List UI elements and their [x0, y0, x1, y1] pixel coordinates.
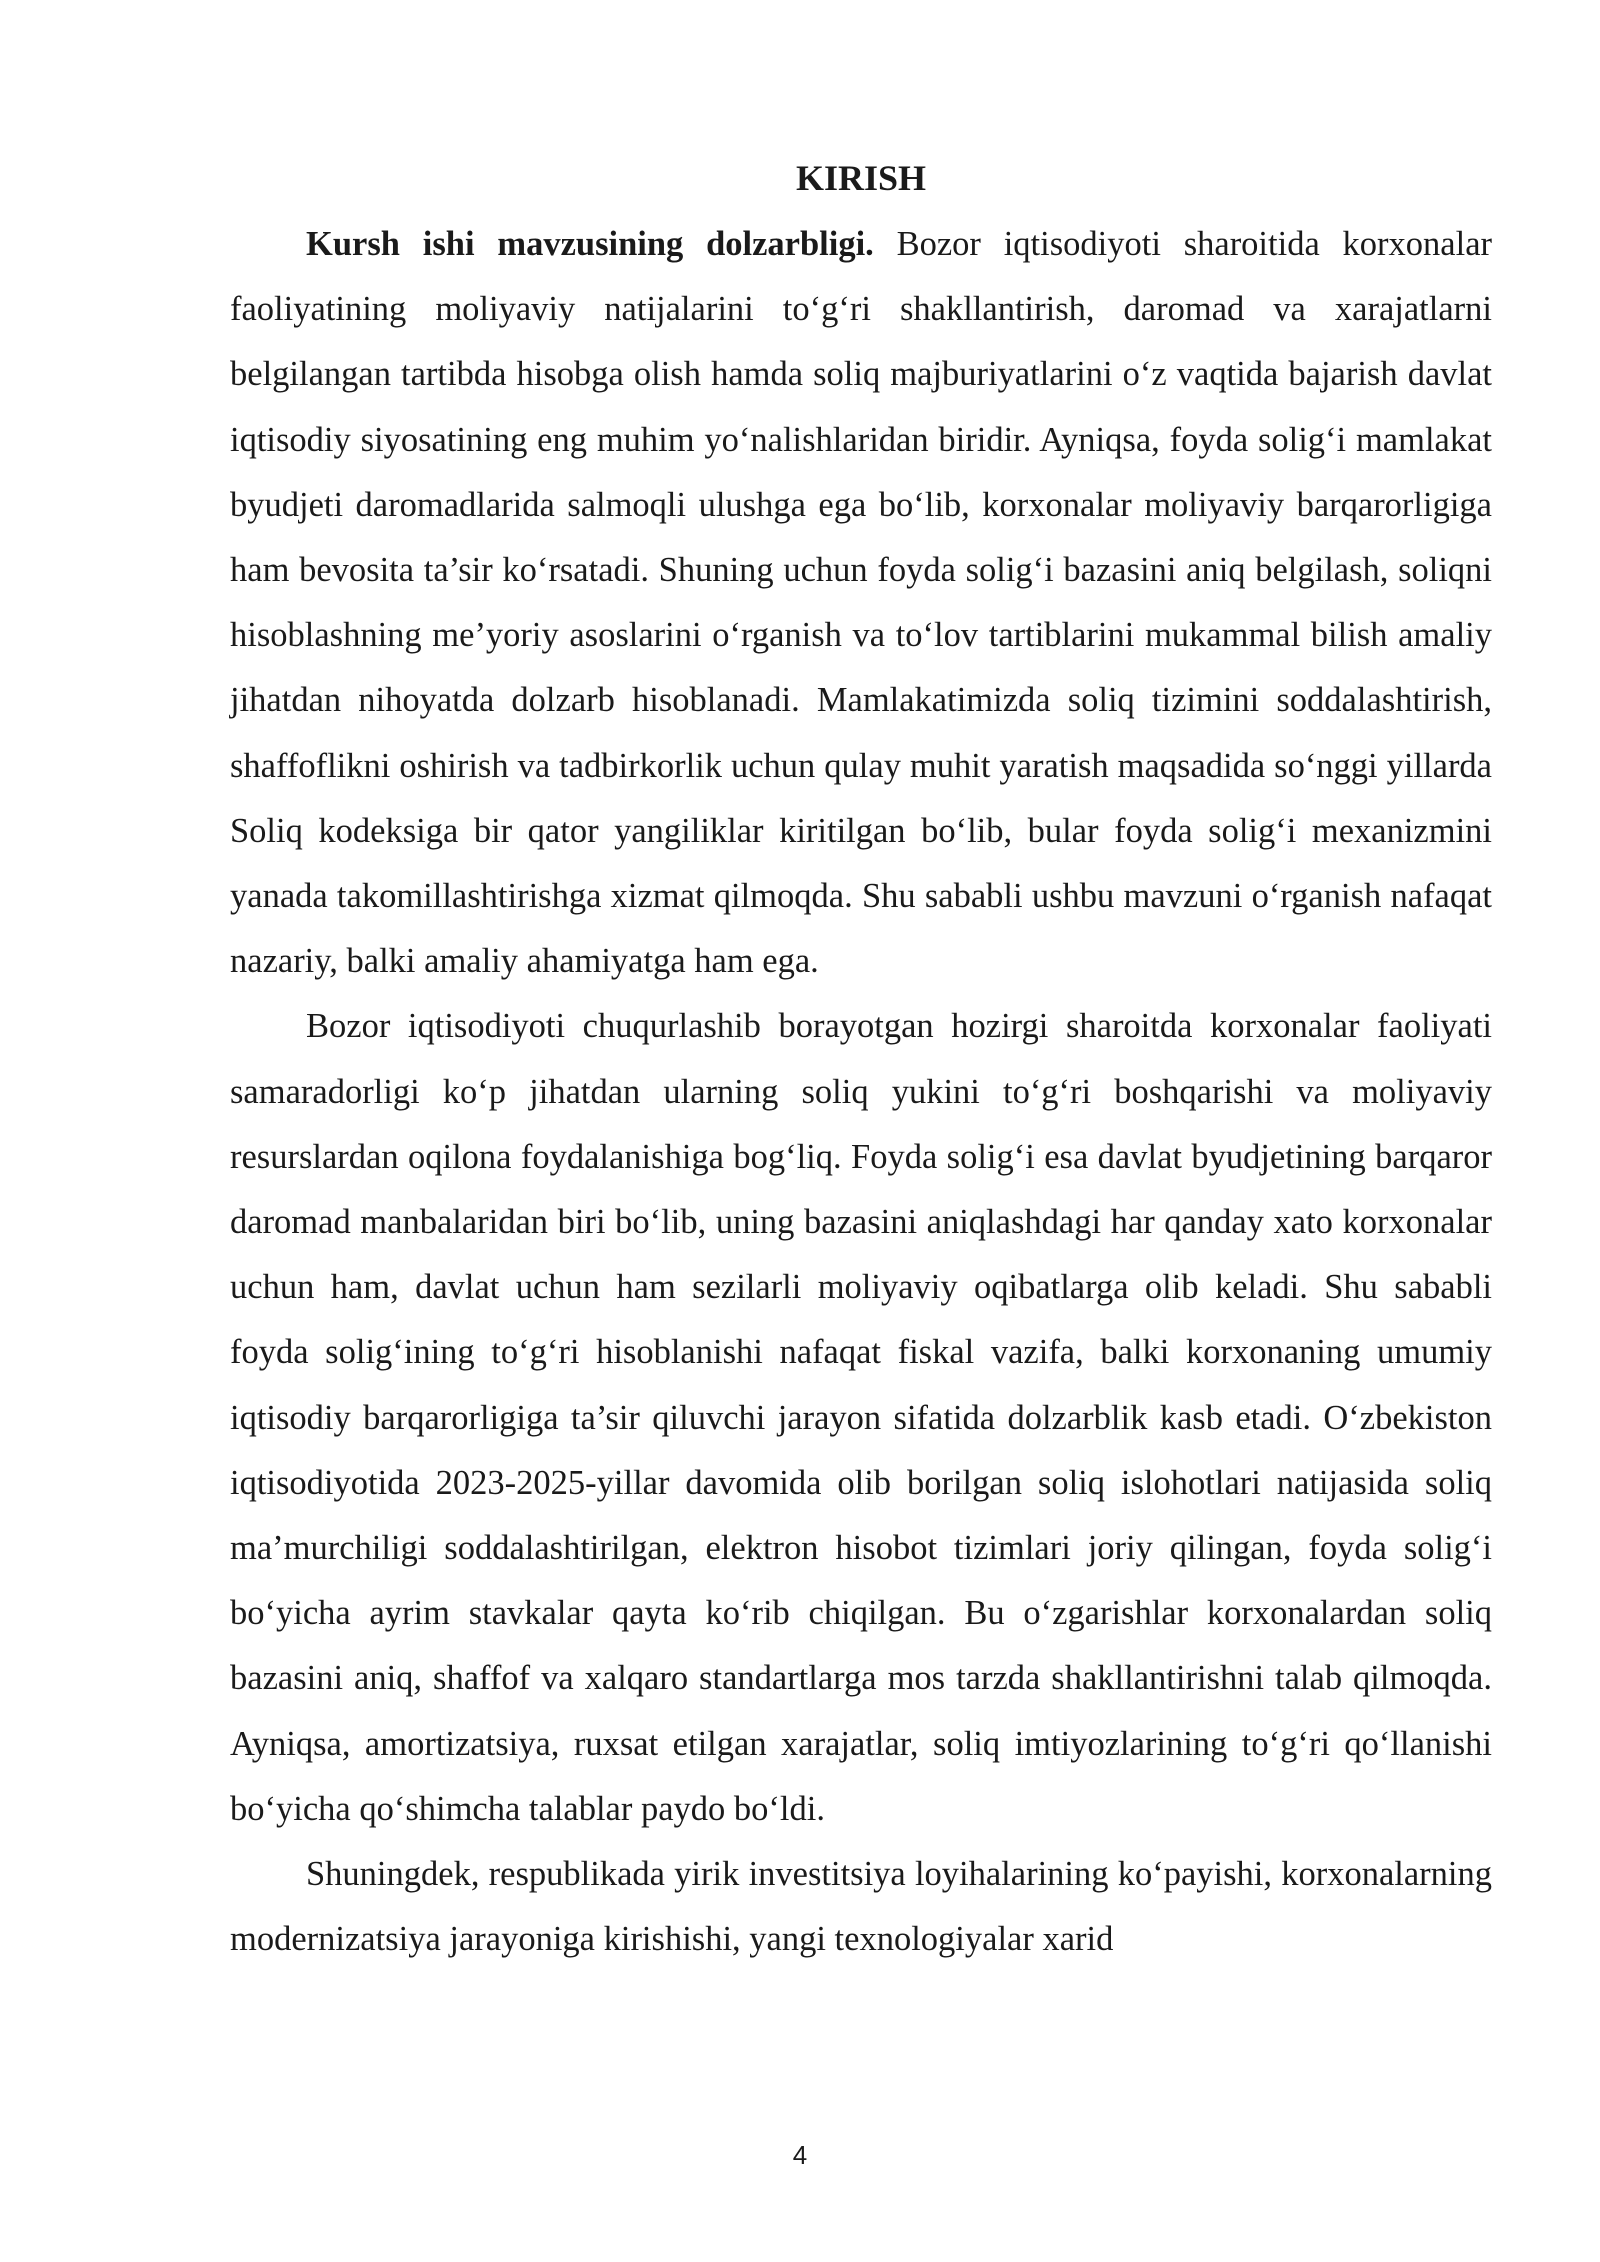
page-content: [230, 148, 1492, 1972]
paragraph-text: Bozor iqtisodiyoti sharoitida korxonalar faoliyatining moliyaviy natijalarini to‘g‘ri shakllantirish, daromad va xarajatlarni belgilangan tartibda hisobga olish hamda soliq majburiyatlarini o‘z vaqtida bajarish davlat iqtisodiy siyosatining eng muhim yo‘nalishlaridan biridir. Ayniqsa, foyda solig‘i mamlakat byudjeti daromadlarida salmoqli ulushga ega bo‘lib, korxonalar moliyaviy barqarorligiga ham bevosita ta’sir ko‘rsatadi. Shuning uchun foyda solig‘i bazasini aniq belgilash, soliqni hisoblashning me’yoriy asoslarini o‘rganish va to‘lov tartiblarini mukammal bilish amaliy jihatdan nihoyatda dolzarb hisoblanadi. Mamlakatimizda soliq tizimini soddalashtirish, shaffoflikni oshirish va tadbirkorlik uchun qulay muhit yaratish maqsadida so‘nggi yillarda Soliq kodeksiga bir qator yangiliklar kiritilgan bo‘lib, bular foyda solig‘i mexanizmini yanada takomillashtirishga xizmat qilmoqda. Shu sababli ushbu mavzuni o‘rganish nafaqat nazariy, balki amaliy ahamiyatga ham ega.: [230, 225, 1492, 981]
paragraph-relevance: [230, 212, 1492, 994]
paragraph-lead: Kursh ishi mavzusining dolzarbligi.: [306, 225, 874, 263]
section-heading: KIRISH: [795, 158, 927, 198]
paragraph-market-economy: Bozor iqtisodiyoti chuqurlashib borayotgan hozirgi sharoitda korxonalar faoliyati samaradorligi ko‘p jihatdan ularning soliq yukini to‘g‘ri boshqarishi va moliyaviy resurslardan oqilona foydalanishiga bog‘liq. Foyda solig‘i esa davlat byudjetining barqaror daromad manbalaridan biri bo‘lib, uning bazasini aniqlashdagi har qanday xato korxonalar uchun ham, davlat uchun ham sezilarli moliyaviy oqibatlarga olib keladi. Shu sababli foyda solig‘ining to‘g‘ri hisoblanishi nafaqat fiskal vazifa, balki korxonaning umumiy iqtisodiy barqarorligiga ta’sir qiluvchi jarayon sifatida dolzarblik kasb etadi. O‘zbekiston iqtisodiyotida 2023-2025-yillar davomida olib borilgan soliq islohotlari natijasida soliq ma’murchiligi soddalashtirilgan, elektron hisobot tizimlari joriy qilingan, foyda solig‘i bo‘yicha ayrim stavkalar qayta ko‘rib chiqilgan. Bu o‘zgarishlar korxonalardan soliq bazasini aniq, shaffof va xalqaro standartlarga mos tarzda shakllantirishni talab qilmoqda. Ayniqsa, amortizatsiya, ruxsat etilgan xarajatlar, soliq imtiyozlarining to‘g‘ri qo‘llanishi bo‘yicha qo‘shimcha talablar paydo bo‘ldi.: [230, 1007, 1492, 1828]
paragraph-investment: Shuningdek, respublikada yirik investitsiya loyihalarining ko‘payishi, korxonalarning modernizatsiya jarayoniga kirishishi, yangi texnologiyalar xarid: [230, 1855, 1492, 1959]
page-number: 4: [792, 2140, 808, 2170]
